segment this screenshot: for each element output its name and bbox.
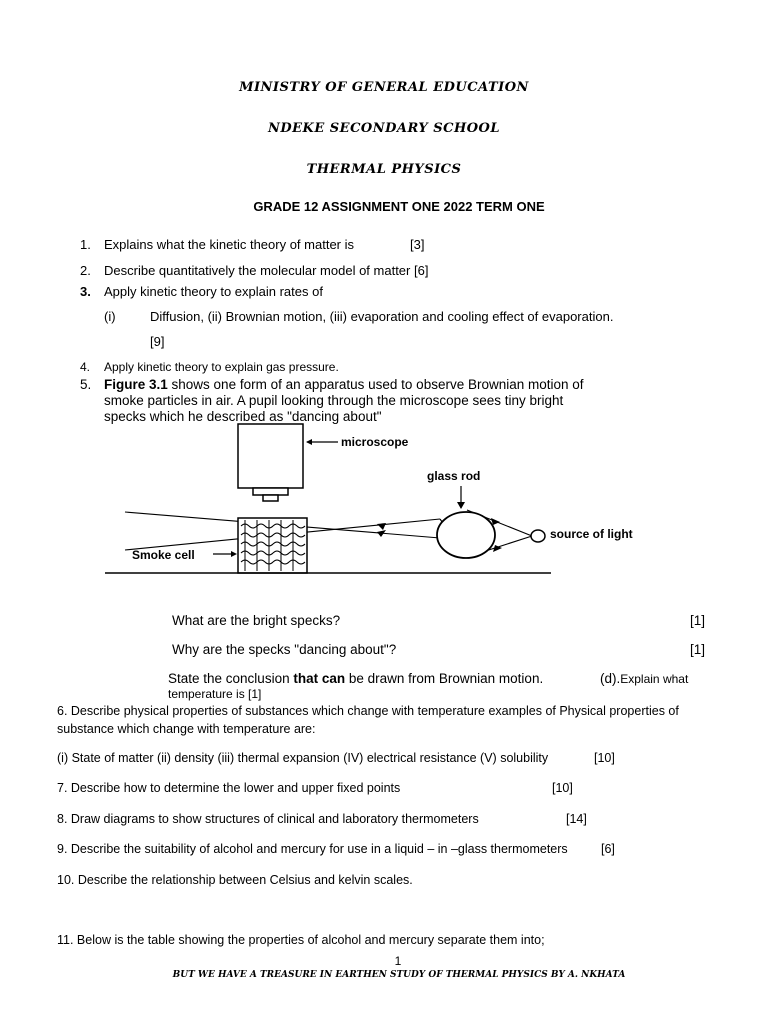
- question-2: 2. Describe quantitatively the molecular model of matter [6]: [80, 263, 429, 278]
- question-6-line-1: 6. Describe physical properties of substances which change with temperature examples of Physical properties of: [57, 704, 679, 718]
- page-number: 1: [394, 954, 402, 968]
- question-6-line-2: substance which change with temperature are:: [57, 722, 316, 736]
- light-source-icon: [531, 530, 545, 542]
- smoke-cell-label: Smoke cell: [132, 548, 195, 562]
- question-1: 1. Explains what the kinetic theory of matter is: [80, 237, 355, 252]
- question-10: 10. Describe the relationship between Celsius and kelvin scales.: [57, 873, 413, 887]
- question-5-line-2: smoke particles in air. A pupil looking through the microscope sees tiny bright: [104, 393, 564, 408]
- question-9-marks: [6]: [601, 842, 615, 856]
- question-3-sub-text: Diffusion, (ii) Brownian motion, (iii) evaporation and cooling effect of evaporation.: [150, 309, 614, 324]
- question-6-marks: [10]: [594, 751, 615, 765]
- question-1-marks: [3]: [410, 237, 425, 252]
- question-5d: (d).Explain what: [600, 671, 689, 686]
- question-5a: What are the bright specks?: [172, 613, 341, 628]
- question-5c: State the conclusion that can be drawn from Brownian motion.: [168, 671, 544, 686]
- question-5b: Why are the specks "dancing about"?: [172, 642, 397, 657]
- question-5-line-1: 5. Figure 3.1 shows one form of an apparatus used to observe Brownian motion of: [80, 377, 584, 392]
- question-9: 9. Describe the suitability of alcohol and mercury for use in a liquid – in –glass thermometers: [57, 842, 568, 856]
- question-8-marks: [14]: [566, 812, 587, 826]
- glass-rod-label: glass rod: [427, 469, 481, 483]
- microscope-icon: [238, 424, 303, 501]
- light-source-label: source of light: [550, 527, 633, 541]
- question-3-marks: [9]: [150, 334, 165, 349]
- smoke-cell: [238, 518, 307, 573]
- question-4: 4. Apply kinetic theory to explain gas pressure.: [80, 360, 339, 374]
- question-5-line-3: specks which he described as "dancing about": [104, 409, 382, 424]
- ministry-title: MINISTRY OF GENERAL EDUCATION: [239, 80, 529, 95]
- question-8: 8. Draw diagrams to show structures of clinical and laboratory thermometers: [57, 812, 479, 826]
- brownian-motion-apparatus-figure: [95, 422, 655, 582]
- question-5b-marks: [1]: [690, 642, 706, 657]
- subject-title: THERMAL PHYSICS: [306, 162, 462, 177]
- question-7: 7. Describe how to determine the lower and upper fixed points: [57, 781, 401, 795]
- page-footer: BUT WE HAVE A TREASURE IN EARTHEN STUDY OF THERMAL PHYSICS BY A. NKHATA: [172, 970, 626, 980]
- question-3: 3. Apply kinetic theory to explain rates of: [80, 284, 323, 299]
- glass-rod: [437, 512, 495, 558]
- question-5a-marks: [1]: [690, 613, 706, 628]
- question-6-line-3: (i) State of matter (ii) density (iii) thermal expansion (IV) electrical resistance (V) solubility: [57, 751, 549, 765]
- assignment-title: GRADE 12 ASSIGNMENT ONE 2022 TERM ONE: [253, 199, 545, 214]
- question-11: 11. Below is the table showing the properties of alcohol and mercury separate them into;: [57, 933, 545, 947]
- question-3-sub-number: (i): [104, 309, 116, 324]
- school-title: NDEKE SECONDARY SCHOOL: [267, 121, 501, 136]
- question-5d-line-2: temperature is [1]: [168, 687, 262, 701]
- microscope-label: microscope: [341, 435, 409, 449]
- question-7-marks: [10]: [552, 781, 573, 795]
